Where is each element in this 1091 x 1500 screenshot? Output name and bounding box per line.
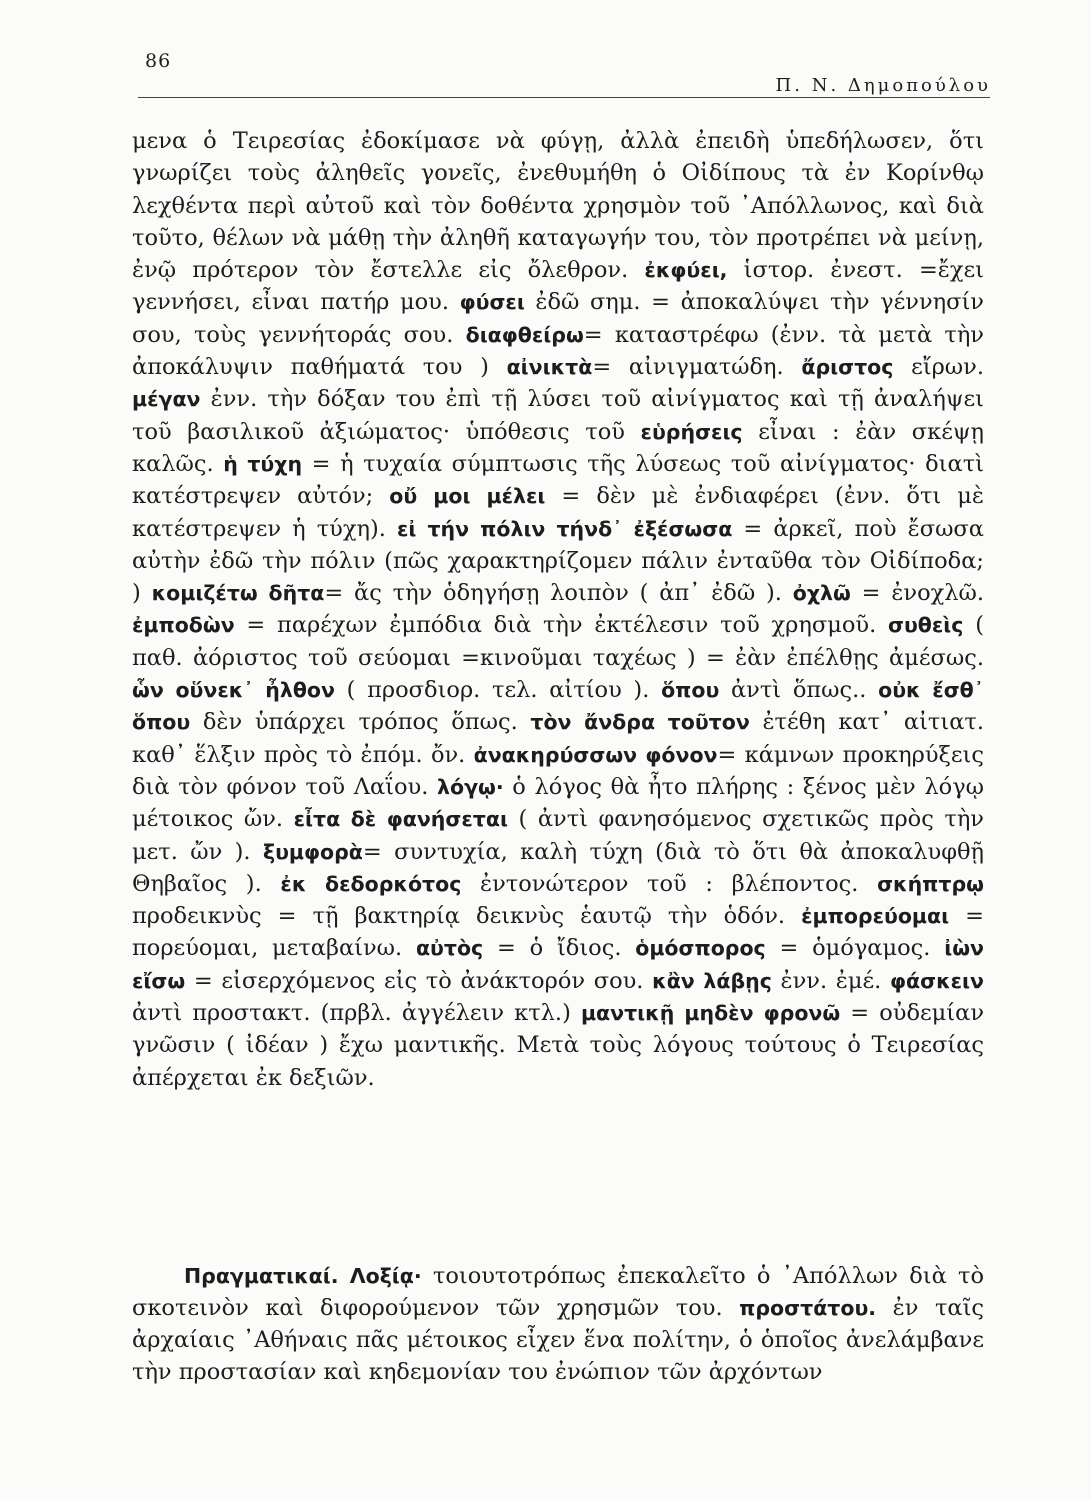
- lemma: μαντικῇ μηδὲν φρονῶ: [580, 1001, 841, 1026]
- gloss-text: ( προσδιορ. τελ. αἰτίου ).: [334, 677, 662, 704]
- gloss-text: ἐνν. ἐμέ.: [771, 967, 890, 994]
- gloss-text: ἱστορ. ἐνεστ. =ἔχει γεννήσει, εἶναι πατήρ μου.: [132, 257, 984, 316]
- lemma: φάσκειν: [889, 968, 984, 993]
- lemma: ὧν οὕνεκ᾿ ἦλθον: [132, 678, 335, 703]
- lemma: κἂν λάβῃς: [652, 968, 772, 993]
- lemma: ἀνακηρύσσων φόνον: [473, 742, 718, 767]
- lemma: προστάτου.: [739, 1296, 877, 1320]
- gloss-text: = κάμνων προκηρύξεις διὰ τὸν φόνον τοῦ Λαΐου.: [132, 741, 984, 800]
- lemma: σκήπτρῳ: [877, 871, 984, 896]
- gloss-text: ἐτέθη κατ᾿ αἰτιατ. καθ᾿ ἕλξιν πρὸς τὸ ἐπόμ. ὄν.: [132, 709, 984, 768]
- gloss-text: ὁ λόγος θὰ ἦτο πλήρης : ξένος μὲν λόγῳ μέτοικος ὤν.: [132, 773, 984, 833]
- gloss-text: = πορεύομαι, μεταβαίνω.: [132, 903, 984, 962]
- running-head: Π. Ν. Δημοπούλου: [775, 75, 991, 96]
- gloss-text: ἀντὶ ὅπως..: [719, 677, 879, 704]
- lemma: αὐτὸς: [415, 936, 484, 961]
- gloss-text: = ἡ τυχαία σύμπτωσις τῆς λύσεως τοῦ αἰνίγματος· διατὶ κατέστρεψεν αὐτόν;: [132, 450, 984, 510]
- gloss-text: ἐντονώτερον τοῦ : βλέποντος.: [461, 870, 878, 897]
- pragmatikai-paragraph: [132, 1260, 984, 1388]
- gloss-text: = καταστρέφω (ἐνν. τὰ μετὰ τὴν ἀποκάλυψιν παθήματά του ): [132, 321, 984, 381]
- gloss-text: = ὁ ἴδιος.: [483, 935, 636, 962]
- lemma: ἐμποδὼν: [132, 613, 235, 638]
- page-number: 86: [145, 50, 172, 72]
- lemma: διαφθείρω: [465, 322, 584, 347]
- gloss-text: = εἰσερχόμενος εἰς τὸ ἀνάκτορόν σου.: [185, 967, 653, 994]
- gloss-text: = παρέχων ἐμπόδια διὰ τὴν ἐκτέλεσιν τοῦ χρησμοῦ.: [234, 612, 888, 639]
- header-rule: [138, 97, 990, 98]
- gloss-text: εἶναι : ἐὰν σκέψῃ καλῶς.: [132, 418, 984, 477]
- pragmatikai-section: [132, 1260, 984, 1388]
- lemma: φύσει: [459, 290, 525, 315]
- note-text: τοιουτοτρόπως ἐπεκαλεῖτο ὁ ᾿Απόλλων διὰ τὸ σκοτεινὸν καὶ διφορούμενον τῶν χρησμῶν του.: [132, 1263, 984, 1321]
- lemma: ὅπου: [661, 678, 720, 703]
- lemma: ἐμπορεύομαι: [801, 904, 950, 929]
- gloss-text: = δὲν μὲ ἐνδιαφέρει (ἐνν. ὅτι μὲ κατέστρεψεν ἡ τύχη).: [132, 483, 984, 542]
- lemma: ἡ τύχη: [223, 451, 303, 476]
- gloss-text: = ἀρκεῖ, ποὺ ἔσωσα αὐτὴν ἐδῶ τὴν πόλιν (πῶς χαρακτηρίζομεν πάλιν ἐνταῦθα τὸν Οἰδίποδα; ): [132, 515, 984, 607]
- lemma: ἐκφύει,: [644, 258, 728, 283]
- gloss-text: ἀντὶ προστακτ. (πρβλ. ἀγγέλειν κτλ.): [132, 1000, 581, 1027]
- gloss-text: ( παθ. ἀόριστος τοῦ σεύομαι =κινοῦμαι ταχέως ) = ἐὰν ἐπέλθῃς ἀμέσως.: [132, 612, 984, 671]
- gloss-text: ἐδῶ σημ. = ἀποκαλύψει τὴν γέννησίν σου, τοὺς γεννήτοράς σου.: [132, 289, 984, 348]
- lemma: λόγῳ·: [437, 774, 504, 799]
- lemma: ἄριστος: [801, 355, 894, 380]
- gloss-text: ( ἀντὶ φανησόμενος σχετικῶς πρὸς τὴν μετ. ὤν ).: [132, 806, 984, 865]
- gloss-text: = αἰνιγματώδη.: [592, 354, 802, 381]
- lemma: ἐκ δεδορκότος: [280, 871, 462, 896]
- lemma: κομιζέτω δῆτα: [151, 581, 325, 606]
- commentary-paragraph: [132, 125, 984, 1094]
- gloss-text: = ἄς τὴν ὁδηγήσῃ λοιπὸν ( ἀπ᾿ ἐδῶ ).: [324, 580, 793, 607]
- lemma: εἰ τήν πόλιν τήνδ᾿ ἐξέσωσα: [396, 516, 733, 541]
- gloss-text: εἴρων.: [893, 354, 984, 381]
- gloss-text: = ὁμόγαμος.: [765, 935, 945, 962]
- lemma: ξυμφορὰ: [262, 839, 363, 864]
- lemma: αἰνικτὰ: [506, 355, 593, 380]
- lemma: μέγαν: [132, 387, 201, 412]
- gloss-text: ἐνν. τὴν δόξαν του ἐπὶ τῇ λύσει τοῦ αἰνίγματος καὶ τῇ ἀναλήψει τοῦ βασιλικοῦ ἀξιώματος· ὑπόθεσις τοῦ: [132, 386, 984, 445]
- lemma: εἶτα δὲ φανήσεται: [293, 807, 508, 832]
- section-heading: Πραγματικαί. Λοξίᾳ·: [184, 1264, 422, 1288]
- lemma: οὔ μοι μέλει: [389, 484, 546, 509]
- gloss-text: δὲν ὑπάρχει τρόπος ὅπως.: [190, 709, 531, 736]
- gloss-text: = συντυχία, καλὴ τύχη (διὰ τὸ ὅτι θὰ ἀποκαλυφθῇ Θηβαῖος ).: [132, 838, 985, 897]
- lemma: συθεὶς: [888, 613, 964, 638]
- gloss-text: = ἐνοχλῶ.: [850, 580, 985, 607]
- lemma: ὀχλῶ: [792, 581, 851, 606]
- note-text: ἐν ταῖς ἀρχαίαις ᾿Αθήναις πᾶς μέτοικος εἶχεν ἕνα πολίτην, ὁ ὁποῖος ἀνελάμβανε τὴν προστασίαν καὶ κηδεμονίαν του ἐνώπιον τῶν ἀρχόντων: [132, 1295, 985, 1385]
- commentary-text: [132, 125, 984, 1094]
- gloss-text: προδεικνὺς = τῇ βακτηρίᾳ δεικνὺς ἑαυτῷ τὴν ὁδόν.: [132, 903, 802, 930]
- lemma: τὸν ἄνδρα τοῦτον: [530, 710, 750, 735]
- gloss-text: μενα ὁ Τειρεσίας ἐδοκίμασε νὰ φύγῃ, ἀλλὰ ἐπειδὴ ὑπεδήλωσεν, ὅτι γνωρίζει τοὺς ἀληθεῖς γονεῖς, ἐνεθυμήθη ὁ Οἰδίπους τὰ ἐν Κορίνθῳ λεχθέντα περὶ αὐτοῦ καὶ τὸν δοθέντα χρησμὸν τοῦ ᾿Απόλλωνος, καὶ διὰ τοῦτο, θέλων νὰ μάθῃ τὴν ἀληθῆ καταγωγήν του, τὸν προτρέπει νὰ μείνῃ, ἐνῷ πρότερον τὸν ἔστελλε εἰς ὄλεθρον.: [132, 128, 984, 284]
- lemma: ὁμόσπορος: [635, 936, 766, 961]
- lemma: εὑρήσεις: [640, 419, 743, 444]
- gloss-text: = οὐδεμίαν γνῶσιν ( ἰδέαν ) ἔχω μαντικῆς. Μετὰ τοὺς λόγους τούτους ὁ Τειρεσίας ἀπέρχεται ἐκ δεξιῶν.: [132, 1000, 984, 1091]
- lemma: ἰὼν εἴσω: [132, 936, 984, 993]
- lemma: οὐκ ἔσθ᾿ ὅπου: [132, 678, 984, 735]
